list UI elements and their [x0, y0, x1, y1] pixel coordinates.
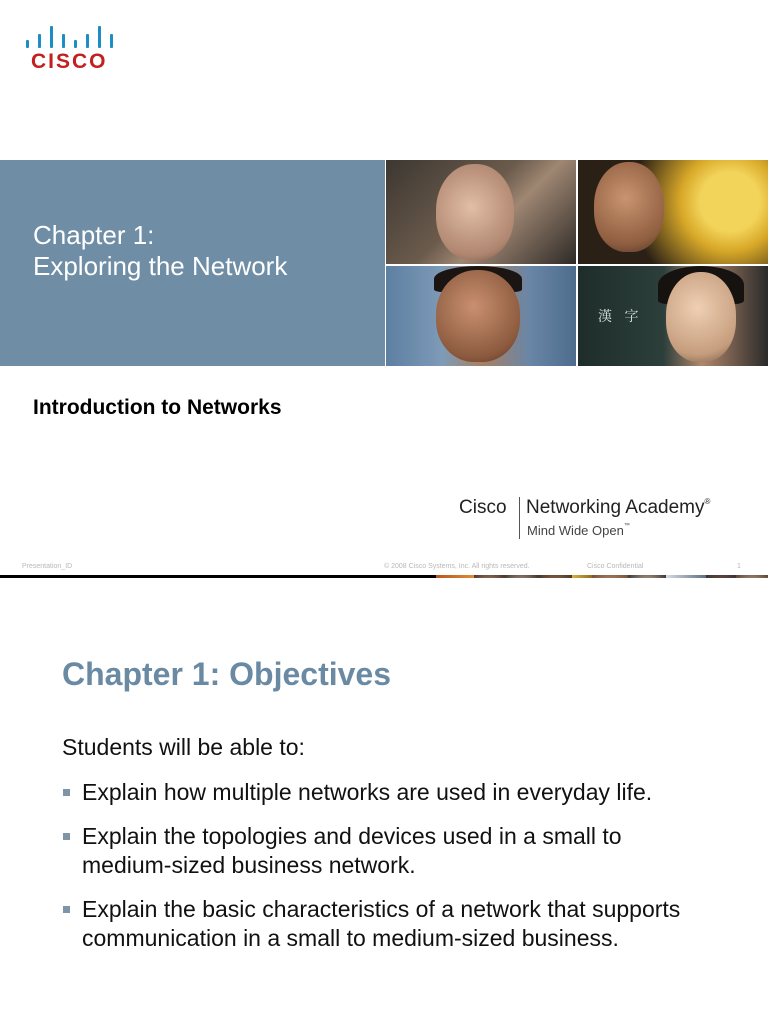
- academy-name: Networking Academy®: [526, 497, 711, 518]
- square-bullet-icon: [63, 906, 70, 913]
- square-bullet-icon: [63, 833, 70, 840]
- objective-item: Explain the topologies and devices used in a small to medium-sized business network.: [62, 822, 702, 880]
- objectives-list: [62, 778, 702, 968]
- objective-item: Explain the basic characteristics of a network that supports communication in a small to medium-sized business.: [62, 895, 702, 953]
- presentation-id: Presentation_ID: [22, 563, 73, 570]
- photo-student-4: 漢 字: [578, 266, 768, 366]
- academy-brand: Cisco: [459, 497, 507, 518]
- copyright-notice: © 2008 Cisco Systems, Inc. All rights reserved.: [384, 563, 530, 570]
- objectives-title: Chapter 1: Objectives: [62, 656, 391, 692]
- square-bullet-icon: [63, 789, 70, 796]
- photo-collage: [386, 160, 768, 366]
- cisco-bars-icon: [24, 24, 119, 48]
- page-number: 1: [737, 563, 741, 570]
- objectives-slide: [0, 578, 768, 1024]
- photo-student-2: [578, 160, 768, 264]
- cisco-wordmark: CISCO: [31, 50, 108, 73]
- chapter-title: [33, 220, 287, 282]
- cisco-logo: [24, 24, 119, 74]
- objectives-intro: Students will be able to:: [62, 734, 305, 760]
- confidential-label: Cisco Confidential: [587, 563, 644, 570]
- academy-tagline: Mind Wide Open™: [527, 523, 630, 538]
- chapter-title-line2: Exploring the Network: [33, 251, 288, 281]
- chapter-title-line1: Chapter 1:: [33, 220, 155, 250]
- photo-student-1: [386, 160, 576, 264]
- objective-item: Explain how multiple networks are used in everyday life.: [62, 778, 702, 807]
- title-band: [0, 160, 385, 366]
- course-subtitle: Introduction to Networks: [33, 396, 282, 419]
- academy-divider: [519, 497, 520, 539]
- photo-student-3: [386, 266, 576, 366]
